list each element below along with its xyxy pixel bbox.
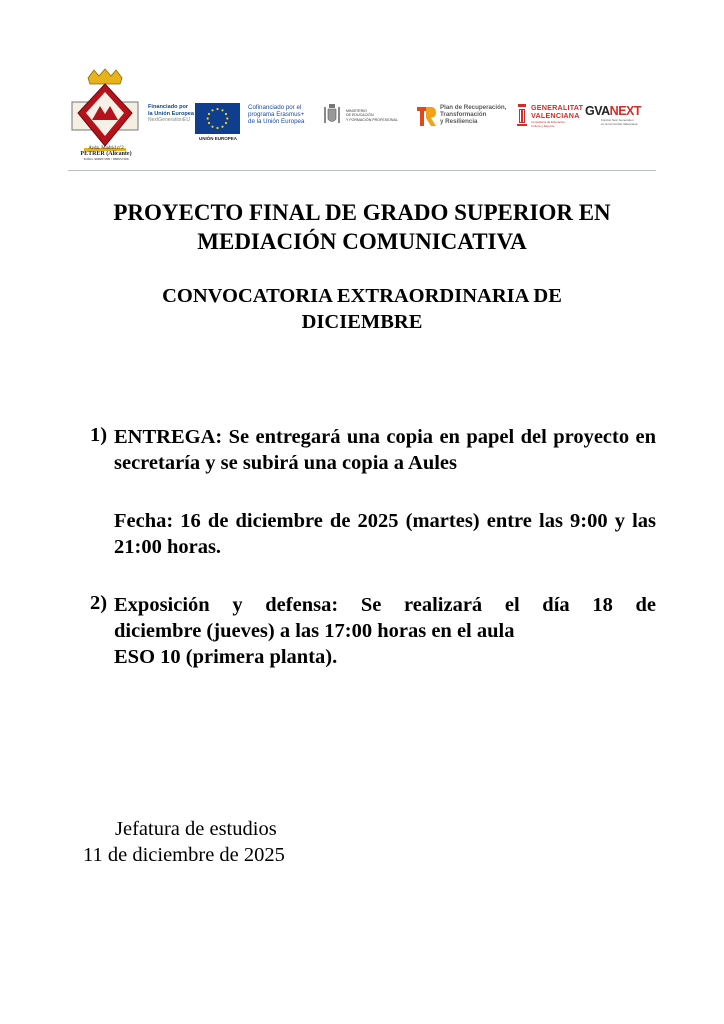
- item-2-number: 2): [90, 592, 108, 614]
- eu-label: UNIÓN EUROPEA: [198, 136, 237, 141]
- item-1-text: ENTREGA: Se entregará una copia en papel del proyecto en secretaría y se subirá una copia a Aules: [114, 426, 656, 474]
- generalitat-crest-icon: [516, 102, 528, 128]
- signature-date: 11 de diciembre de 2025: [83, 844, 285, 866]
- item-2-text: Exposición y defensa: Se realizará el día 18 de diciembre (jueves) a las 17:00 horas en el aula ESO 10 (primera planta).: [114, 594, 656, 668]
- plan-recuperacion-logo: Plan de Recuperación, Transformación y Resiliencia: [440, 104, 507, 126]
- spain-coat-of-arms-icon: [322, 103, 342, 127]
- erasmus-logo: Cofinanciado por el programa Erasmus+ de la Unión Europea: [248, 104, 305, 126]
- financiado-ue-logo: Financiado por la Unión Europea NextGenerationEU: [148, 104, 194, 123]
- generalitat-subtitle: Conselleria de Educación, Cultura y Deporte: [531, 120, 566, 128]
- document-title: PROYECTO FINAL DE GRADO SUPERIOR EN MEDIACIÓN COMUNICATIVA: [113, 200, 611, 254]
- plan-recuperacion-icon: [415, 104, 437, 128]
- ministerio-logo: MINISTERIO DE EDUCACIÓN Y FORMACIÓN PROFESIONAL: [346, 109, 398, 122]
- generalitat-logo: GENERALITAT VALENCIANA: [531, 103, 584, 120]
- eu-flag-icon: [195, 103, 240, 134]
- item-1-fecha: Fecha: 16 de diciembre de 2025 (martes) entre las 9:00 y las 21:00 horas.: [114, 510, 656, 558]
- signature-department: Jefatura de estudios: [115, 818, 277, 840]
- document-subtitle: CONVOCATORIA EXTRAORDINARIA DE DICIEMBRE: [162, 285, 562, 333]
- header-divider: [68, 170, 656, 171]
- gvanext-logo: GVANEXT: [585, 104, 642, 118]
- item-1-number: 1): [90, 424, 108, 446]
- school-address: Avda. Madrid nº2 PETRER (Alicante) Telfno: 966957200 / 966957206: [80, 146, 132, 161]
- gvanext-subtitle: Fondos Next Generation en la Comunitat Valenciana: [601, 118, 638, 126]
